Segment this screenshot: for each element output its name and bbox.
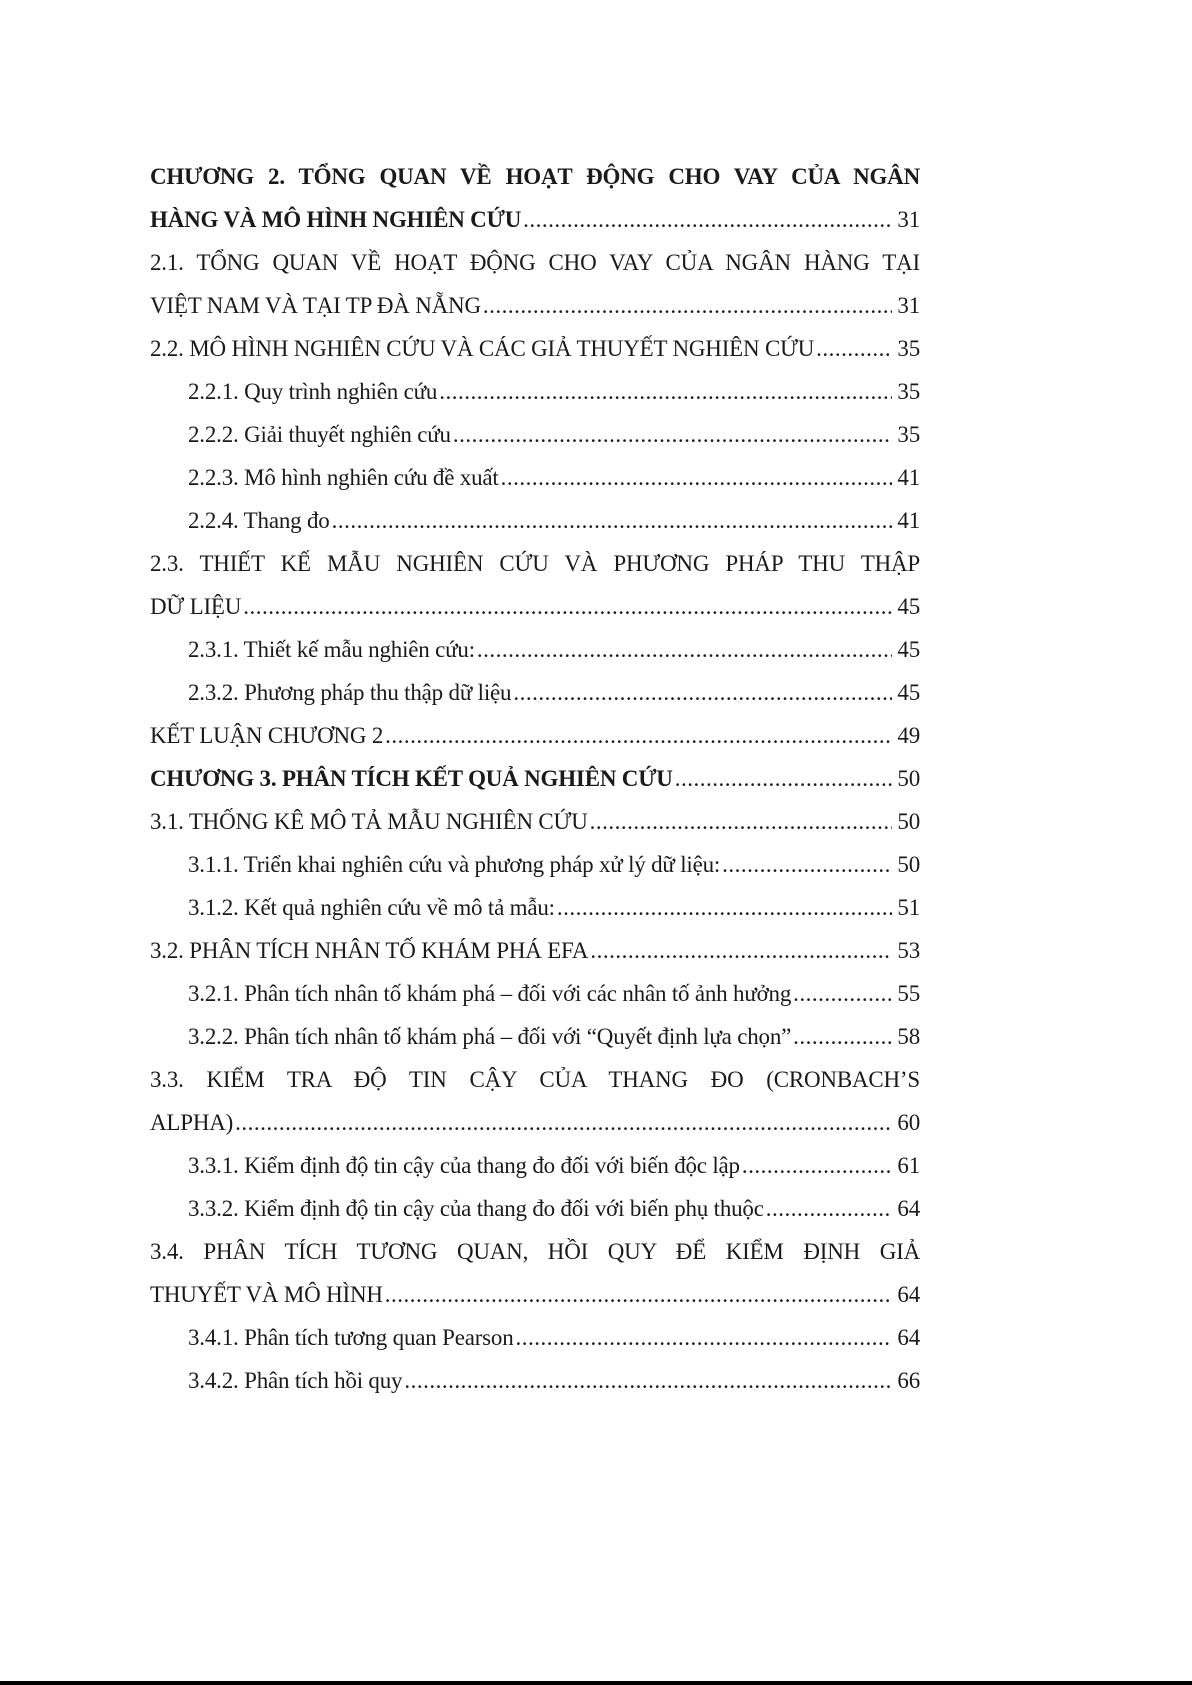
toc-page-number: 66 <box>897 1368 920 1393</box>
toc-page-number: 55 <box>897 981 920 1006</box>
dot-leader <box>243 585 892 628</box>
dot-leader <box>766 1187 892 1230</box>
toc-entry-title: CHƯƠNG 3. PHÂN TÍCH KẾT QUẢ NGHIÊN CỨU <box>150 766 673 791</box>
toc-entry-title-line: CHƯƠNG 2. TỔNG QUAN VỀ HOẠT ĐỘNG CHO VAY CỦA NGÂN <box>150 164 920 189</box>
dot-leader <box>453 413 892 456</box>
toc-subsection-entry[interactable] <box>150 972 920 1015</box>
toc-page-number: 50 <box>897 766 920 791</box>
toc-subsection-entry[interactable] <box>150 456 920 499</box>
toc-entry-title: 2.3.2. Phương pháp thu thập dữ liệu <box>188 680 512 705</box>
toc-entry-row <box>188 1187 920 1230</box>
toc-entry-row <box>150 198 920 241</box>
toc-entry-row <box>150 929 920 972</box>
dot-leader <box>557 886 892 929</box>
toc-page-number: 35 <box>897 422 920 447</box>
toc-page-number: 50 <box>897 809 920 834</box>
dot-leader <box>516 1316 892 1359</box>
toc-entry-row <box>150 284 920 327</box>
dot-leader <box>742 1144 892 1187</box>
toc-page-number: 58 <box>897 1024 920 1049</box>
toc-entry-row <box>188 886 920 929</box>
toc-subsection-entry[interactable] <box>150 370 920 413</box>
dot-leader <box>513 671 892 714</box>
toc-entry-title: 2.2. MÔ HÌNH NGHIÊN CỨU VÀ CÁC GIẢ THUYẾT NGHIÊN CỨU <box>150 336 815 361</box>
toc-page-number: 41 <box>897 508 920 533</box>
toc-page-number: 64 <box>897 1196 920 1221</box>
toc-entry-title: 3.1.1. Triển khai nghiên cứu và phương pháp xử lý dữ liệu: <box>188 852 721 877</box>
dot-leader <box>385 714 892 757</box>
dot-leader <box>523 198 892 241</box>
toc-page-number: 35 <box>897 379 920 404</box>
toc-section-entry[interactable] <box>150 1058 920 1144</box>
toc-entry-row <box>188 972 920 1015</box>
dot-leader <box>235 1101 892 1144</box>
toc-entry-title: DỮ LIỆU <box>150 594 242 619</box>
toc-entry-row <box>188 1316 920 1359</box>
toc-subsection-entry[interactable] <box>150 499 920 542</box>
toc-entry-title: 3.1. THỐNG KÊ MÔ TẢ MẪU NGHIÊN CỨU <box>150 809 588 834</box>
toc-entry-row <box>150 757 920 800</box>
toc-entry-title: VIỆT NAM VÀ TẠI TP ĐÀ NẴNG <box>150 293 481 318</box>
toc-entry-title: 2.2.4. Thang đo <box>188 508 330 533</box>
toc-section-entry[interactable] <box>150 929 920 972</box>
toc-entry-row <box>150 1101 920 1144</box>
dot-leader <box>439 370 892 413</box>
toc-entry-title-line: 2.3. THIẾT KẾ MẪU NGHIÊN CỨU VÀ PHƯƠNG PHÁP THU THẬP <box>150 551 920 576</box>
bottom-border <box>0 1681 1192 1685</box>
toc-entry-title: HÀNG VÀ MÔ HÌNH NGHIÊN CỨU <box>150 207 522 232</box>
toc-section-entry[interactable] <box>150 714 920 757</box>
toc-subsection-entry[interactable] <box>150 1359 920 1402</box>
toc-section-entry[interactable] <box>150 241 920 327</box>
toc-page-number: 31 <box>897 293 920 318</box>
toc-entry-title-line: 3.4. PHÂN TÍCH TƯƠNG QUAN, HỒI QUY ĐỂ KIỂM ĐỊNH GIẢ <box>150 1239 920 1264</box>
toc-page-number: 45 <box>897 680 920 705</box>
dot-leader <box>793 972 892 1015</box>
toc-section-entry[interactable] <box>150 542 920 628</box>
toc-subsection-entry[interactable] <box>150 1187 920 1230</box>
toc-section-entry[interactable] <box>150 1230 920 1316</box>
dot-leader <box>816 327 892 370</box>
toc-page-number: 60 <box>897 1110 920 1135</box>
toc-page-number: 51 <box>897 895 920 920</box>
toc-page-number: 53 <box>897 938 920 963</box>
dot-leader <box>332 499 892 542</box>
toc-page-number: 49 <box>897 723 920 748</box>
toc-subsection-entry[interactable] <box>150 1144 920 1187</box>
dot-leader <box>793 1015 892 1058</box>
toc-entry-row <box>188 456 920 499</box>
toc-entry-title: 3.1.2. Kết quả nghiên cứu về mô tả mẫu: <box>188 895 555 920</box>
toc-entry-title: 3.4.1. Phân tích tương quan Pearson <box>188 1325 514 1350</box>
toc-entry-row <box>150 1273 920 1316</box>
toc-entry-row <box>188 499 920 542</box>
dot-leader <box>501 456 892 499</box>
toc-entry-title: 2.3.1. Thiết kế mẫu nghiên cứu: <box>188 637 475 662</box>
toc-entry-title: 2.2.2. Giải thuyết nghiên cứu <box>188 422 451 447</box>
dot-leader <box>404 1359 892 1402</box>
toc-subsection-entry[interactable] <box>150 628 920 671</box>
toc-entry-row <box>150 800 920 843</box>
toc-section-entry[interactable] <box>150 800 920 843</box>
toc-entry-row <box>188 1359 920 1402</box>
dot-leader <box>483 284 892 327</box>
toc-page-number: 61 <box>897 1153 920 1178</box>
toc-entry-title: 2.2.3. Mô hình nghiên cứu đề xuất <box>188 465 499 490</box>
toc-entry-row <box>150 585 920 628</box>
toc-subsection-entry[interactable] <box>150 1015 920 1058</box>
toc-entry-title: 3.4.2. Phân tích hồi quy <box>188 1368 403 1393</box>
toc-entry-row <box>188 671 920 714</box>
toc-subsection-entry[interactable] <box>150 413 920 456</box>
toc-entry-title: 3.3.1. Kiểm định độ tin cậy của thang đo đối với biến độc lập <box>188 1153 740 1178</box>
toc-entry-row <box>188 628 920 671</box>
dot-leader <box>722 843 892 886</box>
toc-section-entry[interactable] <box>150 327 920 370</box>
toc-subsection-entry[interactable] <box>150 671 920 714</box>
toc-entry-row <box>188 1144 920 1187</box>
toc-entry-title: ALPHA) <box>150 1110 234 1135</box>
toc-entry-title: 3.2. PHÂN TÍCH NHÂN TỐ KHÁM PHÁ EFA <box>150 938 589 963</box>
toc-entry-title: 3.3.2. Kiểm định độ tin cậy của thang đo đối với biến phụ thuộc <box>188 1196 764 1221</box>
toc-entry-title: 2.2.1. Quy trình nghiên cứu <box>188 379 438 404</box>
toc-page-number: 45 <box>897 637 920 662</box>
toc-entry-title: KẾT LUẬN CHƯƠNG 2 <box>150 723 384 748</box>
toc-entry-row <box>188 413 920 456</box>
toc-page-number: 64 <box>897 1282 920 1307</box>
toc-page-number: 41 <box>897 465 920 490</box>
toc-entry-row <box>188 843 920 886</box>
toc-entry-row <box>188 1015 920 1058</box>
dot-leader <box>477 628 892 671</box>
toc-page-number: 45 <box>897 594 920 619</box>
dot-leader <box>590 800 892 843</box>
toc-chapter-entry[interactable] <box>150 757 920 800</box>
dot-leader <box>675 757 892 800</box>
toc-entry-title: 3.2.2. Phân tích nhân tố khám phá – đối với “Quyết định lựa chọn” <box>188 1024 792 1049</box>
toc-entry-title-line: 3.3. KIỂM TRA ĐỘ TIN CẬY CỦA THANG ĐO (CRONBACH’S <box>150 1067 920 1092</box>
toc-entry-row <box>188 370 920 413</box>
toc-entry-title-line: 2.1. TỔNG QUAN VỀ HOẠT ĐỘNG CHO VAY CỦA NGÂN HÀNG TẠI <box>150 250 920 275</box>
toc-subsection-entry[interactable] <box>150 843 920 886</box>
toc-entry-title: THUYẾT VÀ MÔ HÌNH <box>150 1282 383 1307</box>
toc-page-number: 64 <box>897 1325 920 1350</box>
toc-subsection-entry[interactable] <box>150 886 920 929</box>
toc-page-number: 35 <box>897 336 920 361</box>
dot-leader <box>385 1273 892 1316</box>
toc-entry-title: 3.2.1. Phân tích nhân tố khám phá – đối với các nhân tố ảnh hưởng <box>188 981 792 1006</box>
toc-page-number: 50 <box>897 852 920 877</box>
toc-page-number: 31 <box>897 207 920 232</box>
toc-chapter-entry[interactable] <box>150 155 920 241</box>
dot-leader <box>590 929 892 972</box>
toc-entry-row <box>150 714 920 757</box>
toc-entry-row <box>150 327 920 370</box>
table-of-contents <box>150 155 920 1402</box>
toc-subsection-entry[interactable] <box>150 1316 920 1359</box>
